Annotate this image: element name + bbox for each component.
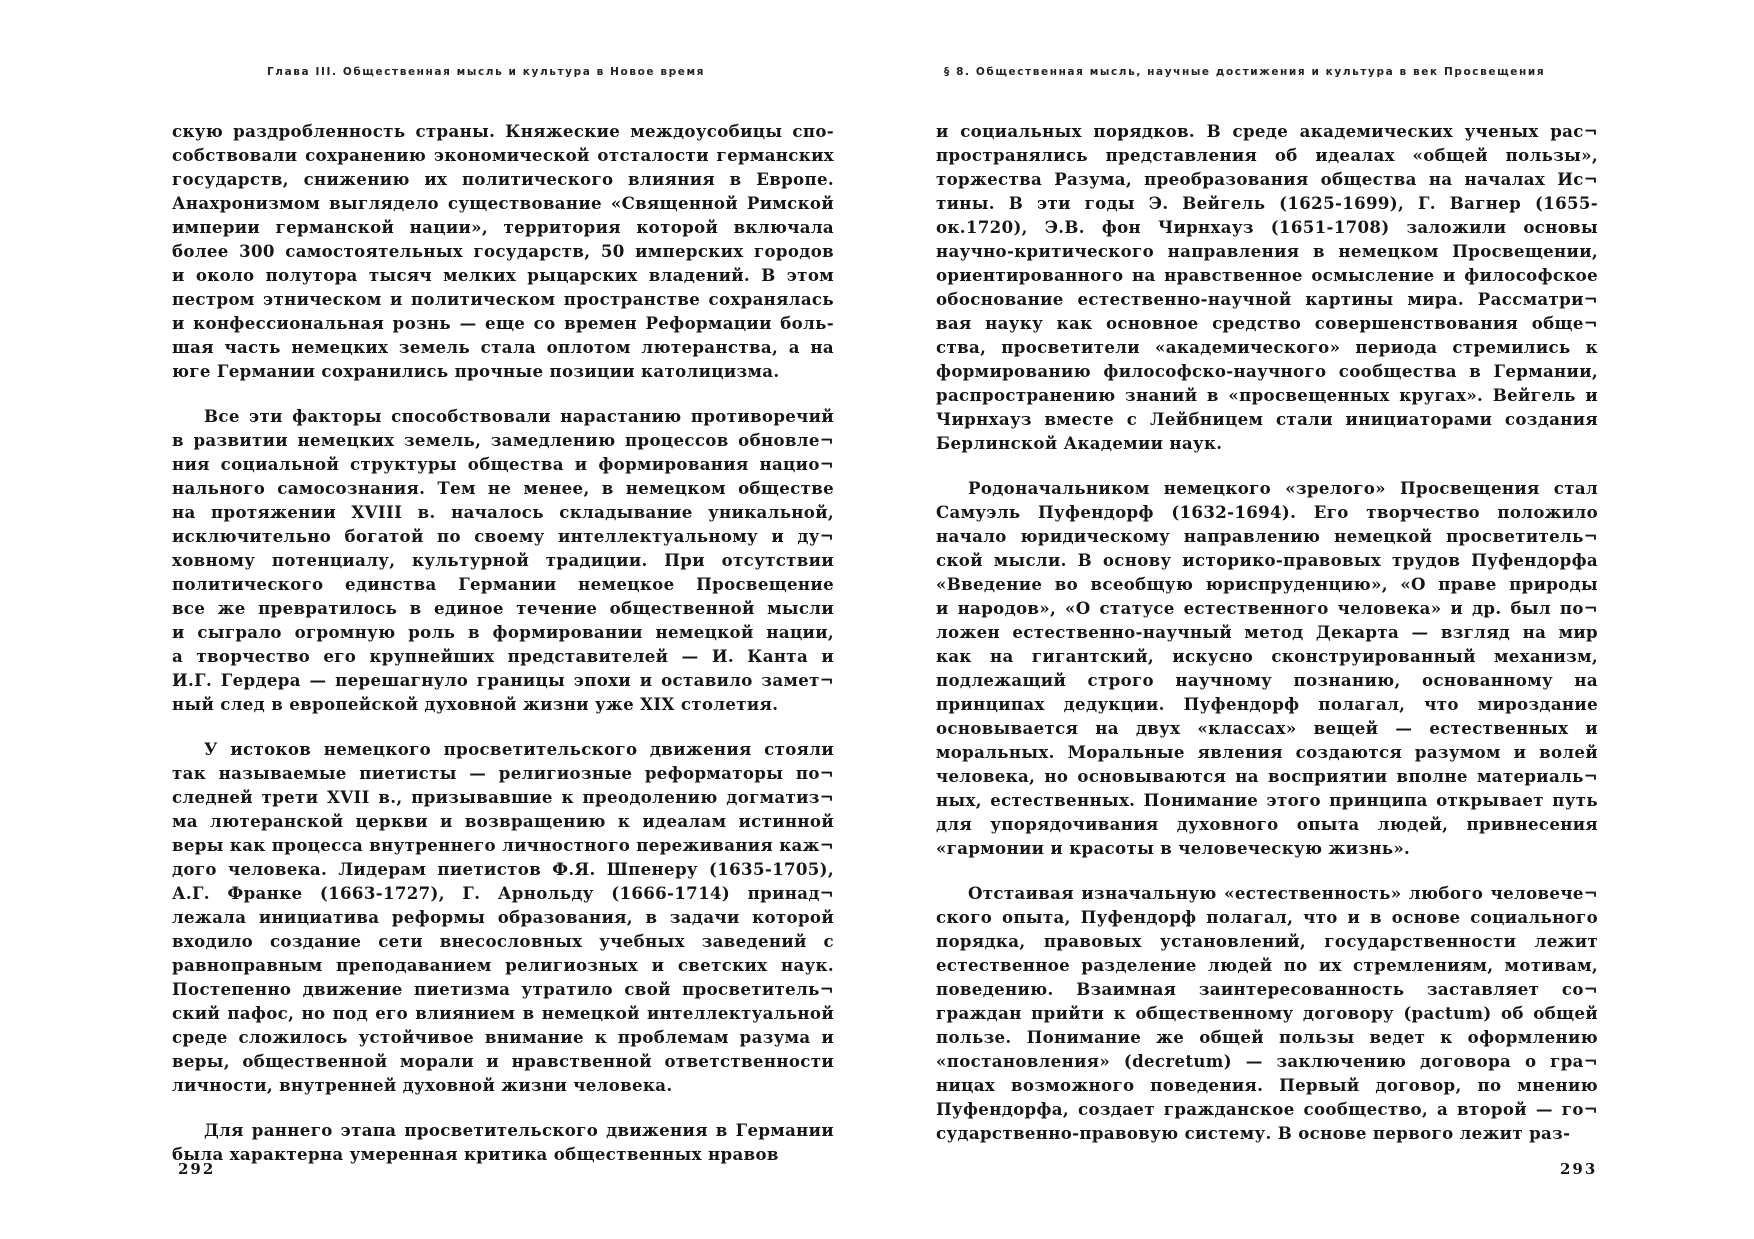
- text-line: человека, но основываются на восприятии вполне материаль¬: [936, 766, 1598, 786]
- text-line: А.Г. Франке (1663-1727), Г. Арнольду (1666-1714) принад¬: [172, 883, 834, 903]
- text-line: веры, общественной морали и нравственной ответственности: [172, 1051, 834, 1071]
- text-line: торжества Разума, преобразования общества на началах Ис¬: [936, 169, 1598, 189]
- text-line: «гармонии и красоты в человеческую жизнь».: [936, 838, 1411, 858]
- text-line: основывается на двух «классах» вещей — естественных и: [936, 718, 1598, 738]
- page-number-left: 292: [178, 1160, 216, 1178]
- text-line: все же превратилось в единое течение общественной мысли: [172, 598, 834, 618]
- text-line: ницах возможного поведения. Первый договор, по мнению: [936, 1075, 1598, 1095]
- text-line: естественное разделение людей по их стремлениям, мотивам,: [936, 955, 1598, 975]
- text-line: как на гигантский, искусно сконструированный механизм,: [936, 646, 1598, 666]
- text-line: обоснование естественно-научной картины мира. Рассматри¬: [936, 289, 1598, 309]
- text-line: Анахронизмом выглядело существование «Священной Римской: [172, 193, 834, 213]
- text-line: сударственно-правовую систему. В основе первого лежит раз-: [936, 1123, 1571, 1143]
- text-line: ского опыта, Пуфендорф полагал, что и в основе социального: [936, 907, 1598, 927]
- text-line: ский пафос, но под его влиянием в немецкой интеллектуальной: [172, 1003, 834, 1023]
- text-line: ма лютеранской церкви и возвращению к идеалам истинной: [172, 811, 834, 831]
- running-head-left: Глава III. Общественная мысль и культура в Новое время: [267, 66, 706, 78]
- body-text-left: [172, 119, 834, 1187]
- text-line: ок.1720), Э.В. фон Чирнхауз (1651-1708) заложили основы: [936, 217, 1598, 237]
- text-line: Берлинской Академии наук.: [936, 433, 1223, 453]
- text-line: подлежащий строго научному познанию, основанному на: [936, 670, 1598, 690]
- text-line: веры как процесса внутреннего личностного переживания каж¬: [172, 835, 834, 855]
- text-line: граждан прийти к общественному договору (pactum) об общей: [936, 1003, 1598, 1023]
- text-line: и около полутора тысяч мелких рыцарских владений. В этом: [172, 265, 834, 285]
- text-line: ложен естественно-научный метод Декарта — взгляд на мир: [936, 622, 1598, 642]
- text-line: Родоначальником немецкого «зрелого» Просвещения стал: [968, 478, 1598, 498]
- text-line: ный след в европейской духовной жизни уже XIX столетия.: [172, 694, 779, 714]
- text-line: ориентированного на нравственное осмысление и философское: [936, 265, 1598, 285]
- text-line: Для раннего этапа просветительского движения в Германии: [204, 1120, 834, 1140]
- text-line: научно-критического направления в немецком Просвещении,: [936, 241, 1598, 261]
- text-line: тины. В эти годы Э. Вейгель (1625-1699), Г. Вагнер (1655-: [936, 193, 1598, 213]
- text-line: и социальных порядков. В среде академических ученых рас¬: [936, 121, 1598, 141]
- text-line: ской мысли. В основу историко-правовых трудов Пуфендорфа: [936, 550, 1598, 570]
- paragraph: [172, 119, 834, 383]
- text-line: более 300 самостоятельных государств, 50 имперских городов: [172, 241, 834, 261]
- text-line: среде сложилось устойчивое внимание к проблемам разума и: [172, 1027, 834, 1047]
- text-line: в развитии немецких земель, замедлению процессов обновле¬: [172, 430, 834, 450]
- text-line: юге Германии сохранились прочные позиции католицизма.: [172, 361, 780, 381]
- text-line: ния социальной структуры общества и формирования нацио¬: [172, 454, 834, 474]
- text-line: Самуэль Пуфендорф (1632-1694). Его творчество положило: [936, 502, 1598, 522]
- paragraph: [172, 737, 834, 1097]
- text-line: начало юридическому направлению немецкой просветитель¬: [936, 526, 1598, 546]
- text-line: «Введение во всеобщую юриспруденцию», «О праве природы: [936, 574, 1598, 594]
- text-line: Пуфендорфа, создает гражданское сообщество, а второй — го¬: [936, 1099, 1598, 1119]
- text-line: порядка, правовых установлений, государственности лежит: [936, 931, 1598, 951]
- paragraph: [936, 119, 1598, 455]
- page-number-right: 293: [1560, 1160, 1598, 1178]
- text-line: лежала инициатива реформы образования, в задачи которой: [172, 907, 834, 927]
- text-line: государств, снижению их политического влияния в Европе.: [172, 169, 834, 189]
- text-line: И.Г. Гердера — перешагнуло границы эпохи и оставило замет¬: [172, 670, 834, 690]
- text-line: шая часть немецких земель стала оплотом лютеранства, а на: [172, 337, 834, 357]
- text-line: и конфессиональная рознь — еще со времен Реформации боль-: [172, 313, 834, 333]
- text-line: формированию философско-научного сообщества в Германии,: [936, 361, 1598, 381]
- running-head-right: § 8. Общественная мысль, научные достижения и культура в век Просвещения: [944, 66, 1546, 78]
- text-line: и народов», «О статусе естественного человека» и др. был по¬: [936, 598, 1598, 618]
- text-line: Все эти факторы способствовали нарастанию противоречий: [204, 406, 834, 426]
- body-text-right: [936, 119, 1598, 1166]
- right-page: [877, 0, 1754, 1239]
- paragraph: [936, 881, 1598, 1145]
- text-line: пестром этническом и политическом пространстве сохранялась: [172, 289, 834, 309]
- text-line: исключительно богатой по своему интеллектуальному и ду¬: [172, 526, 834, 546]
- text-line: империи германской нации», территория которой включала: [172, 217, 834, 237]
- text-line: ных, естественных. Понимание этого принципа открывает путь: [936, 790, 1598, 810]
- text-line: Чирнхауз вместе с Лейбницем стали инициаторами создания: [936, 409, 1598, 429]
- text-line: собствовали сохранению экономической отсталости германских: [172, 145, 834, 165]
- text-line: Постепенно движение пиетизма утратило свой просветитель¬: [172, 979, 834, 999]
- text-line: входило создание сети внесословных учебных заведений с: [172, 931, 834, 951]
- text-line: поведению. Взаимная заинтересованность заставляет со¬: [936, 979, 1598, 999]
- text-line: ховному потенциалу, культурной традиции. При отсутствии: [172, 550, 834, 570]
- paragraph: [936, 476, 1598, 860]
- text-line: а творчество его крупнейших представителей — И. Канта и: [172, 646, 834, 666]
- paragraph: [172, 404, 834, 716]
- text-line: на протяжении XVIII в. началось складывание уникальной,: [172, 502, 834, 522]
- paragraph: [172, 1118, 834, 1166]
- text-line: так называемые пиетисты — религиозные реформаторы по¬: [172, 763, 834, 783]
- text-line: распространению знаний в «просвещенных кругах». Вейгель и: [936, 385, 1598, 405]
- text-line: и сыграло огромную роль в формировании немецкой нации,: [172, 622, 834, 642]
- text-line: личности, внутренней духовной жизни человека.: [172, 1075, 673, 1095]
- text-line: нального самосознания. Тем не менее, в немецком обществе: [172, 478, 834, 498]
- text-line: скую раздробленность страны. Княжеские междоусобицы спо-: [172, 121, 834, 141]
- text-line: следней трети XVII в., призывавшие к преодолению догматиз¬: [172, 787, 834, 807]
- text-line: вая науку как основное средство совершенствования обще¬: [936, 313, 1598, 333]
- text-line: «постановления» (decretum) — заключению договора о гра¬: [936, 1051, 1598, 1071]
- text-line: дого человека. Лидерам пиетистов Ф.Я. Шпенеру (1635-1705),: [172, 859, 834, 879]
- text-line: политического единства Германии немецкое Просвещение: [172, 574, 834, 594]
- text-line: для упорядочивания духовного опыта людей, привнесения: [936, 814, 1598, 834]
- text-line: Отстаивая изначальную «естественность» любого человече¬: [968, 883, 1598, 903]
- text-line: равноправным преподаванием религиозных и светских наук.: [172, 955, 834, 975]
- text-line: ства, просветители «академического» периода стремились к: [936, 337, 1598, 357]
- text-line: была характерна умеренная критика общественных нравов: [172, 1144, 779, 1164]
- text-line: принципах дедукции. Пуфендорф полагал, что мироздание: [936, 694, 1598, 714]
- text-line: У истоков немецкого просветительского движения стояли: [204, 739, 834, 759]
- text-line: пространялись представления об идеалах «общей пользы»,: [936, 145, 1598, 165]
- text-line: моральных. Моральные явления создаются разумом и волей: [936, 742, 1598, 762]
- text-line: пользе. Понимание же общей пользы ведет к оформлению: [936, 1027, 1598, 1047]
